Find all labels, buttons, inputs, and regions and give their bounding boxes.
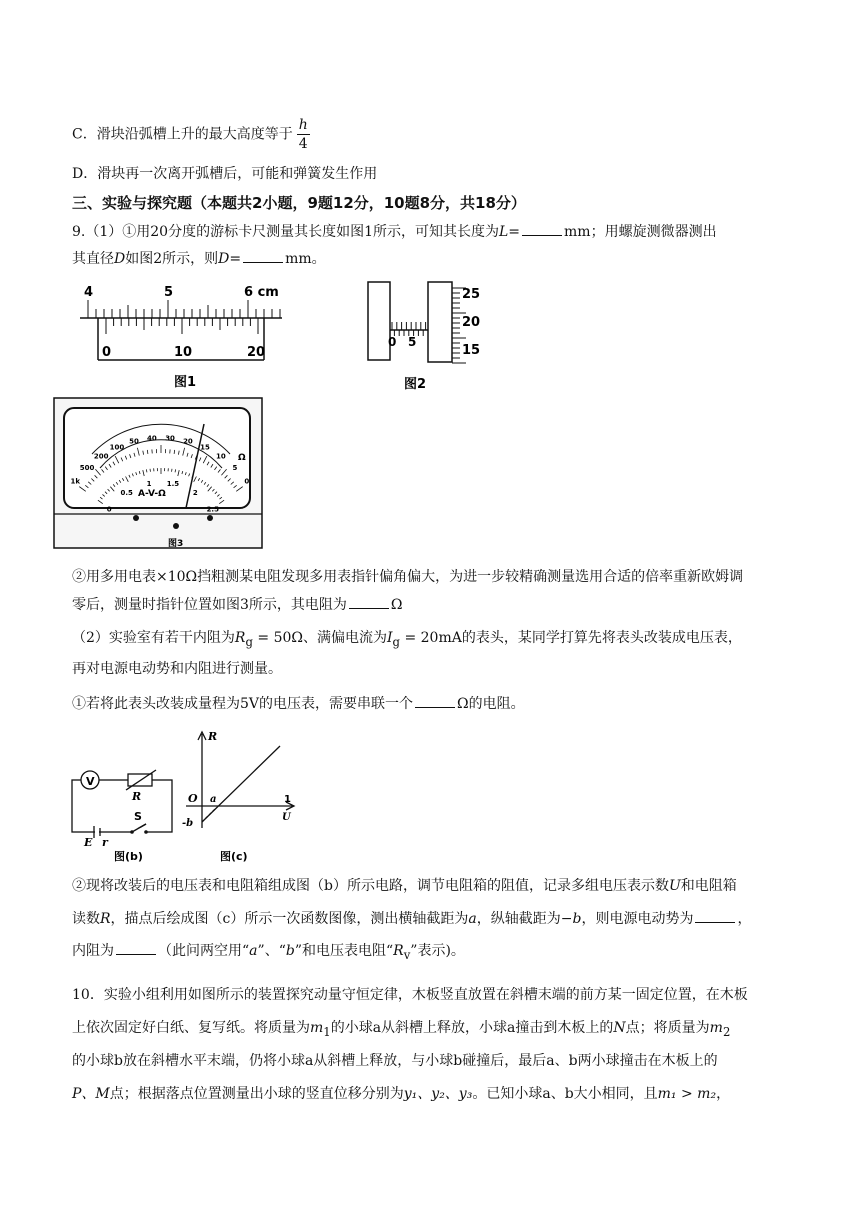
figure-c-caption: 图(c) xyxy=(220,850,248,863)
var-b: b xyxy=(285,943,295,959)
unit-ohm: Ω xyxy=(390,597,403,613)
meter-center-label: A-V-Ω xyxy=(138,489,166,499)
q9-text: ②现将改装后的电压表和电阻箱组成图（b）所示电路，调节电阻箱的阻值，记录多组电压表示数 xyxy=(72,878,669,894)
figure-3-multimeter xyxy=(52,396,264,554)
sleeve-label-5: 5 xyxy=(408,335,417,349)
intercept-b-label: -b xyxy=(182,818,194,829)
q10-line4 xyxy=(72,1084,730,1104)
terminal-dot xyxy=(173,523,179,529)
dc-scale-label: 1 xyxy=(146,480,152,489)
var-neg-b: −b xyxy=(560,911,582,927)
thimble-label-25: 25 xyxy=(462,287,481,302)
q9-line2 xyxy=(72,248,326,269)
ohm-scale-label: 1k xyxy=(70,477,81,486)
figure-c-graph xyxy=(180,728,300,864)
intercept-a-label: a xyxy=(210,794,217,805)
q9-text: ”表示)。 xyxy=(410,943,465,959)
ohm-scale-label: 20 xyxy=(183,437,193,446)
answer-blank-emf[interactable] xyxy=(695,908,735,923)
q9-text: ”和电压表电阻“ xyxy=(294,943,394,959)
q9-part2-line1 xyxy=(72,628,742,652)
ohm-unit: Ω xyxy=(238,453,246,463)
value-rg: = 50Ω、满偏电流为 xyxy=(252,630,387,646)
value-ig: = 20mA xyxy=(400,630,462,646)
q10-line2 xyxy=(72,1018,730,1042)
dc-scale-label: 0 xyxy=(106,505,112,514)
axis-label-R: R xyxy=(208,730,218,743)
dc-scale-tick xyxy=(146,469,147,472)
main-label-4: 4 xyxy=(84,285,94,300)
frac-den: 4 xyxy=(298,136,308,152)
q9-text: （2）实验室有若干内阻为 xyxy=(72,630,235,646)
q10-text: 的小球a从斜槽上释放，小球a撞击到木板上的 xyxy=(330,1020,614,1036)
origin-label: O xyxy=(188,792,198,805)
q9-text: ”、“ xyxy=(257,943,286,959)
vernier-label-0: 0 xyxy=(102,345,112,360)
q9-part2-q1 xyxy=(72,693,525,714)
q9-text: 零后，测量时指针位置如图3所示，其电阻为 xyxy=(72,597,347,613)
var-mass-cond: m₁ > m₂ xyxy=(657,1086,717,1102)
ohm-scale-label: 200 xyxy=(93,452,109,461)
sub-2: 2 xyxy=(722,1024,731,1039)
resistor-label: R xyxy=(132,790,142,803)
vernier-label-20: 20 xyxy=(247,345,266,360)
q9-text: ①若将此表头改装成量程为5V的电压表，需要串联一个 xyxy=(72,696,414,712)
figure-b-caption: 图(b) xyxy=(114,850,143,863)
var-D: D xyxy=(218,251,230,267)
var-a: a xyxy=(468,911,477,927)
unit-mm: mm；用螺旋测微器测出 xyxy=(564,224,717,240)
q9-text: ，纵轴截距为 xyxy=(476,911,561,927)
main-label-5: 5 xyxy=(164,285,174,300)
dc-scale-label: 2 xyxy=(192,488,198,497)
q9-text: 9.（1）①用20分度的游标卡尺测量其长度如图1所示，可知其长度为 xyxy=(72,224,499,240)
var-U: U xyxy=(668,878,681,894)
var-R: R xyxy=(234,630,246,646)
q9-text: 其直径 xyxy=(72,251,114,267)
ohm-scale-label: 5 xyxy=(232,463,238,472)
ohm-scale-label: 15 xyxy=(200,443,210,452)
dc-scale-label: 1.5 xyxy=(166,480,180,489)
sleeve-label-0: 0 xyxy=(388,335,397,349)
comma: ， xyxy=(716,1086,731,1102)
sub-g: g xyxy=(392,634,400,649)
switch-label: S xyxy=(134,810,142,823)
q10-text: 上依次固定好白纸、复写纸。将质量为 xyxy=(72,1020,310,1036)
q9-part2-q2-line3 xyxy=(72,940,465,965)
q9-2-line1: ②用多用电表×10Ω挡粗测某电阻发现多用表指针偏角偏大，为进一步较精确测量选用合适的倍率重新欧姆调 xyxy=(72,569,744,585)
var-y: y₁、y₂、y₃ xyxy=(403,1086,473,1102)
ohm-scale-tick xyxy=(174,450,175,454)
q9-text: 和电阻箱 xyxy=(680,878,737,894)
eq: = xyxy=(508,224,521,240)
q9-text: 读数 xyxy=(72,911,100,927)
figure-b-circuit xyxy=(66,762,188,864)
var-L: L xyxy=(499,224,509,240)
main-label-6cm: 6 cm xyxy=(244,285,279,300)
q9-text: （此问两空用“ xyxy=(158,943,250,959)
figure-1-caption: 图1 xyxy=(174,375,197,390)
var-a: a xyxy=(249,943,258,959)
thimble-label-15: 15 xyxy=(462,343,481,358)
answer-blank-D[interactable] xyxy=(243,248,283,263)
option-c-text: C．滑块沿弧槽上升的最大高度等于 xyxy=(72,126,293,143)
ohm-scale-label: 10 xyxy=(215,452,226,461)
var-m: m xyxy=(709,1020,723,1036)
ohm-scale-tick xyxy=(147,450,148,454)
var-R: R xyxy=(100,911,111,927)
sub-1: 1 xyxy=(323,1024,331,1039)
dc-scale-label: 2.5 xyxy=(206,505,219,514)
q10-text: 点；根据落点位置测量出小球的竖直位移分别为 xyxy=(109,1086,404,1102)
ohm-scale-label: 0 xyxy=(244,477,250,486)
answer-blank-L[interactable] xyxy=(522,221,562,236)
q9-text: 内阻为 xyxy=(72,943,114,959)
frac-num: h xyxy=(298,117,308,133)
eq: = xyxy=(229,251,242,267)
sub-g: g xyxy=(245,634,253,649)
q10-text: 点；将质量为 xyxy=(625,1020,710,1036)
q9-line1 xyxy=(72,221,717,242)
q9-text: 如图2所示，则 xyxy=(125,251,219,267)
figure-3-caption: 图3 xyxy=(168,539,184,549)
dc-scale-label: 0.5 xyxy=(120,488,133,497)
figure-2-caption: 图2 xyxy=(404,377,427,392)
option-d: D．滑块再一次离开弧槽后，可能和弹簧发生作用 xyxy=(72,166,378,182)
dc-scale-tick xyxy=(175,469,176,472)
var-N: N xyxy=(613,1020,626,1036)
ohm-scale-label: 50 xyxy=(129,437,139,446)
figure-1-vernier-caliper xyxy=(72,278,292,393)
internal-r-label: r xyxy=(102,836,108,849)
terminal-dot xyxy=(133,515,139,521)
section-title: 三、实验与探究题（本题共2小题，9题12分，10题8分，共18分） xyxy=(72,194,526,212)
ohm-scale-label: 30 xyxy=(165,434,175,443)
q9-part2-q2-line1 xyxy=(72,876,737,896)
var-R: R xyxy=(393,943,404,959)
var-P-M: P、M xyxy=(72,1086,110,1102)
var-I: I xyxy=(387,630,393,646)
q9-part2-q2-line2 xyxy=(72,908,751,929)
comma: ， xyxy=(737,911,752,927)
q9-part2-line2: 再对电源电动势和内阻进行测量。 xyxy=(72,661,282,677)
q9-2-line2 xyxy=(72,594,403,615)
q10-line1: 10．实验小组利用如图所示的装置探究动量守恒定律，木板竖直放置在斜槽末端的前方某一固定位置，在木板 xyxy=(72,987,748,1003)
figure-2-micrometer xyxy=(360,278,490,393)
fraction-h-over-4 xyxy=(297,116,310,153)
thimble-label-20: 20 xyxy=(462,315,481,330)
option-c xyxy=(72,116,310,153)
var-m: m xyxy=(310,1020,324,1036)
answer-blank-internal-r[interactable] xyxy=(116,940,156,955)
ohm-scale-label: 40 xyxy=(147,434,157,443)
q9-text: ，描点后绘成图（c）所示一次函数图像，测出横轴截距为 xyxy=(110,911,469,927)
answer-blank-series-resistor[interactable] xyxy=(415,693,455,708)
terminal-dot xyxy=(207,515,213,521)
unit-mm: mm。 xyxy=(285,251,326,267)
vernier-label-10: 10 xyxy=(174,345,193,360)
ohm-scale-label: 100 xyxy=(109,443,125,452)
axis-label-1: 1 xyxy=(284,794,291,805)
q10-text: 。已知小球a、b大小相同，且 xyxy=(472,1086,658,1102)
var-D: D xyxy=(114,251,126,267)
axis-label-U: U xyxy=(282,812,291,823)
q9-text: ，则电源电动势为 xyxy=(581,911,694,927)
q9-text: 的表头，某同学打算先将表头改装成电压表， xyxy=(461,630,742,646)
unit-ohm: Ω的电阻。 xyxy=(457,696,525,712)
ohm-scale-label: 500 xyxy=(79,463,95,472)
voltmeter-label: V xyxy=(86,775,95,788)
sub-v: v xyxy=(403,947,411,962)
q10-line3: 的小球b放在斜槽水平末端，仍将小球a从斜槽上释放，与小球b碰撞后，最后a、b两小球撞击在木板上的 xyxy=(72,1053,718,1069)
answer-blank-resistance[interactable] xyxy=(349,594,389,609)
emf-label: E xyxy=(84,836,93,849)
